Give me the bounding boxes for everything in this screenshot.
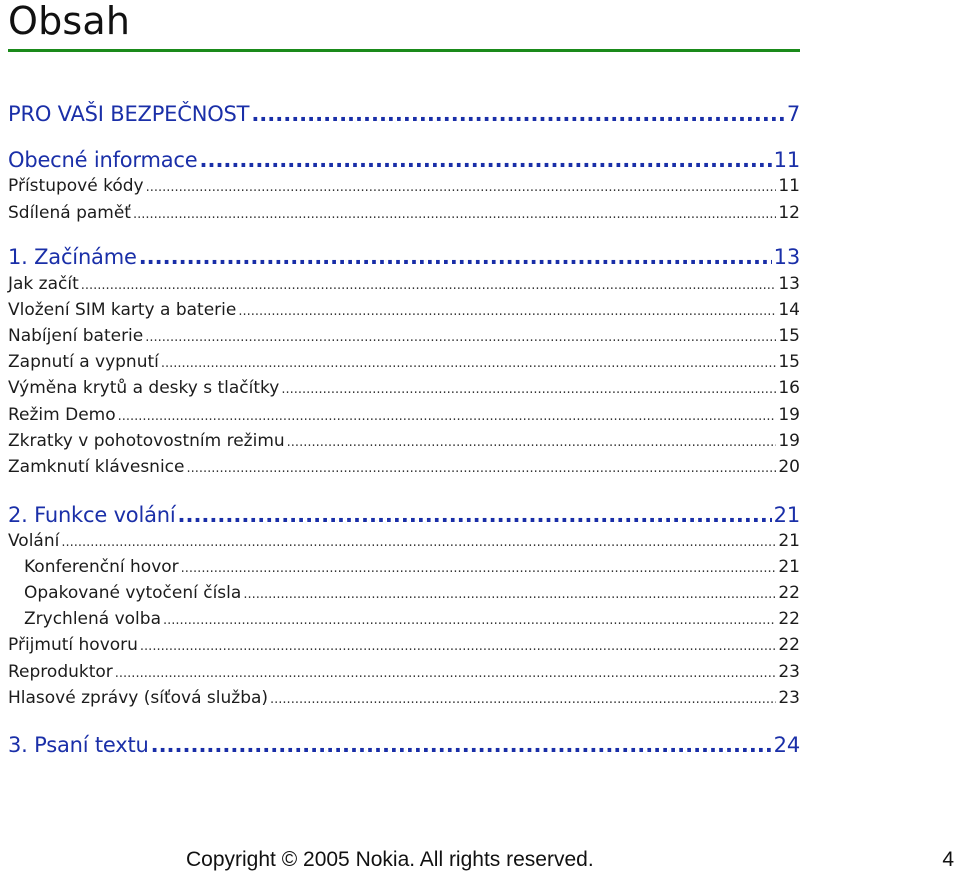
table-of-contents bbox=[8, 0, 800, 879]
leader-dots bbox=[251, 101, 785, 127]
toc-page-number: 20 bbox=[778, 457, 800, 477]
leader-dots bbox=[61, 532, 776, 554]
toc-section-getting-started[interactable] bbox=[8, 244, 800, 270]
toc-section-general[interactable] bbox=[8, 147, 800, 173]
leader-dots bbox=[281, 379, 776, 401]
toc-page-number: 13 bbox=[778, 274, 800, 294]
toc-item[interactable] bbox=[8, 687, 800, 711]
toc-item-label: Reproduktor bbox=[8, 662, 113, 682]
leader-dots bbox=[115, 663, 777, 685]
leader-dots bbox=[145, 327, 776, 349]
toc-item[interactable] bbox=[8, 299, 800, 323]
toc-subitem[interactable] bbox=[8, 582, 800, 606]
leader-dots bbox=[181, 558, 777, 580]
toc-item[interactable] bbox=[8, 634, 800, 658]
toc-item-label: Nabíjení baterie bbox=[8, 326, 144, 346]
leader-dots bbox=[238, 301, 776, 323]
toc-item[interactable] bbox=[8, 351, 800, 375]
toc-item[interactable] bbox=[8, 404, 800, 428]
toc-page-number: 11 bbox=[778, 176, 800, 196]
toc-item[interactable] bbox=[8, 273, 800, 297]
page-title: Obsah bbox=[8, 0, 131, 43]
toc-section-label: PRO VAŠI BEZPEČNOST bbox=[8, 102, 250, 126]
toc-item-label: Volání bbox=[8, 531, 60, 551]
leader-dots bbox=[186, 458, 776, 480]
leader-dots bbox=[151, 732, 772, 758]
toc-page-number: 19 bbox=[778, 405, 800, 425]
toc-section-safety[interactable] bbox=[8, 101, 800, 127]
toc-item-label: Opakované vytočení čísla bbox=[24, 583, 242, 603]
toc-item-label: Zapnutí a vypnutí bbox=[8, 352, 159, 372]
toc-item[interactable] bbox=[8, 430, 800, 454]
leader-dots bbox=[139, 244, 772, 270]
toc-page-number: 19 bbox=[778, 431, 800, 451]
toc-page-number: 14 bbox=[778, 300, 800, 320]
toc-section-label: 3. Psaní textu bbox=[8, 733, 149, 757]
toc-page-number: 15 bbox=[778, 352, 800, 372]
toc-page-number: 21 bbox=[778, 531, 800, 551]
toc-item-label: Vložení SIM karty a baterie bbox=[8, 300, 237, 320]
toc-page-number: 22 bbox=[778, 609, 800, 629]
toc-page-number: 21 bbox=[773, 503, 800, 527]
toc-item[interactable] bbox=[8, 530, 800, 554]
leader-dots bbox=[81, 275, 777, 297]
toc-item-label: Režim Demo bbox=[8, 405, 116, 425]
leader-dots bbox=[287, 432, 777, 454]
toc-subitem[interactable] bbox=[8, 556, 800, 580]
toc-page-number: 24 bbox=[773, 733, 800, 757]
leader-dots bbox=[243, 584, 776, 606]
toc-page-number: 23 bbox=[778, 688, 800, 708]
toc-page-number: 12 bbox=[778, 203, 800, 223]
toc-item-label: Sdílená paměť bbox=[8, 203, 131, 223]
toc-page-number: 23 bbox=[778, 662, 800, 682]
toc-item-label: Zkratky v pohotovostním režimu bbox=[8, 431, 285, 451]
toc-item-label: Přijmutí hovoru bbox=[8, 635, 138, 655]
toc-section-label: 1. Začínáme bbox=[8, 245, 137, 269]
leader-dots bbox=[146, 177, 777, 199]
toc-page-number: 21 bbox=[778, 557, 800, 577]
toc-subitem[interactable] bbox=[8, 608, 800, 632]
toc-item[interactable] bbox=[8, 377, 800, 401]
toc-item-label: Přístupové kódy bbox=[8, 176, 144, 196]
toc-page-number: 11 bbox=[773, 148, 800, 172]
toc-section-label: Obecné informace bbox=[8, 148, 198, 172]
leader-dots bbox=[270, 689, 776, 711]
toc-item-label: Jak začít bbox=[8, 274, 79, 294]
toc-page-number: 22 bbox=[778, 583, 800, 603]
toc-page-number: 7 bbox=[786, 102, 800, 126]
toc-section-label: 2. Funkce volání bbox=[8, 503, 176, 527]
leader-dots bbox=[161, 353, 776, 375]
leader-dots bbox=[118, 406, 777, 428]
toc-item[interactable] bbox=[8, 325, 800, 349]
leader-dots bbox=[199, 147, 771, 173]
toc-page-number: 16 bbox=[778, 378, 800, 398]
toc-item-label: Hlasové zprávy (síťová služba) bbox=[8, 688, 269, 708]
toc-item-label: Výměna krytů a desky s tlačítky bbox=[8, 378, 280, 398]
toc-page-number: 22 bbox=[778, 635, 800, 655]
footer-page-number: 4 bbox=[942, 848, 954, 871]
toc-item-label: Zamknutí klávesnice bbox=[8, 457, 185, 477]
toc-page-number: 13 bbox=[773, 245, 800, 269]
toc-item[interactable] bbox=[8, 202, 800, 226]
toc-item-label: Konferenční hovor bbox=[24, 557, 179, 577]
leader-dots bbox=[133, 204, 776, 226]
toc-page-number: 15 bbox=[778, 326, 800, 346]
toc-item-label: Zrychlená volba bbox=[24, 609, 161, 629]
toc-section-text-entry[interactable] bbox=[8, 732, 800, 758]
leader-dots bbox=[163, 610, 776, 632]
toc-section-call-functions[interactable] bbox=[8, 502, 800, 528]
toc-item[interactable] bbox=[8, 661, 800, 685]
footer-copyright: Copyright © 2005 Nokia. All rights reserved. bbox=[186, 848, 594, 871]
leader-dots bbox=[178, 502, 772, 528]
leader-dots bbox=[140, 636, 776, 658]
toc-item[interactable] bbox=[8, 175, 800, 199]
toc-item[interactable] bbox=[8, 456, 800, 480]
